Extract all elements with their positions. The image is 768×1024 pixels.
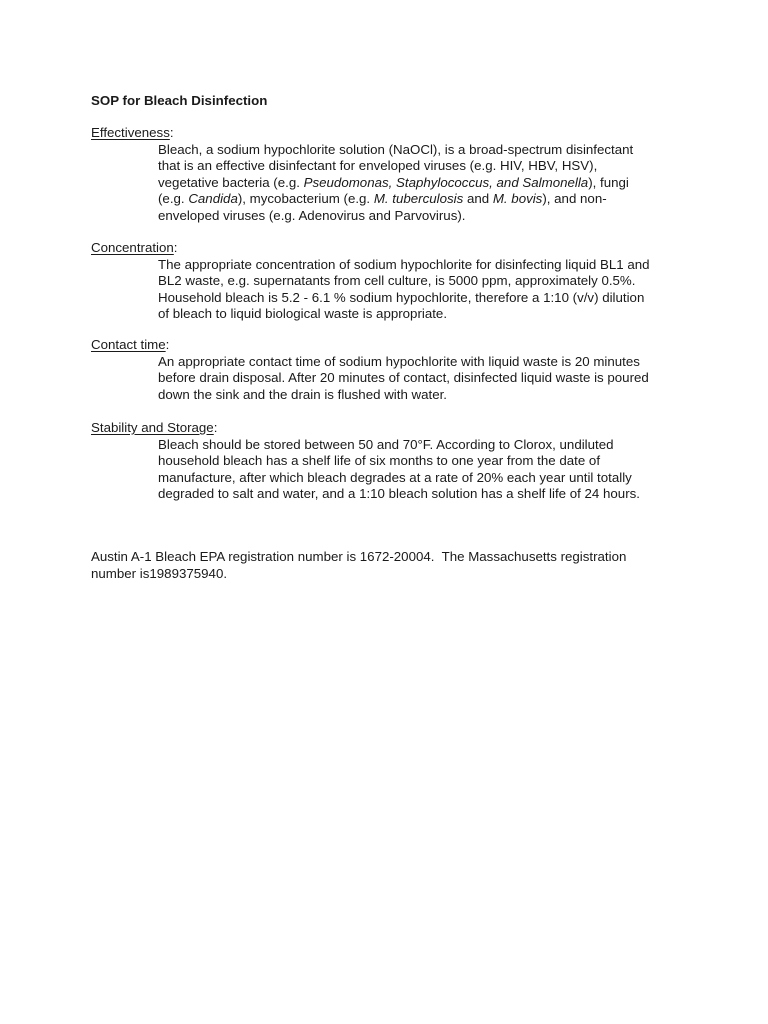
text-run: and <box>463 191 493 207</box>
body-line: BL2 waste, e.g. supernatants from cell culture, is 5000 ppm, approximately 0.5%. <box>158 273 636 289</box>
italic-run: M. bovis <box>492 191 543 207</box>
section-contact-time <box>91 337 691 403</box>
italic-run: M. tuberculosis <box>373 191 464 207</box>
section-body <box>158 354 691 404</box>
registration-line: number is1989375940. <box>91 565 228 581</box>
section-body <box>158 257 691 323</box>
section-body <box>158 142 691 225</box>
heading-colon: : <box>165 337 170 352</box>
heading-text: Stability and Storage <box>91 420 214 435</box>
section-body <box>158 437 691 503</box>
heading-colon: : <box>169 125 174 140</box>
heading-text: Effectiveness <box>91 125 170 140</box>
heading-colon: : <box>173 240 178 255</box>
body-line: manufacture, after which bleach degrades at a rate of 20% each year until totally <box>158 469 632 485</box>
body-line: Household bleach is 5.2 - 6.1 % sodium hypochlorite, therefore a 1:10 (v/v) dilution <box>158 289 645 305</box>
section-heading <box>91 240 691 257</box>
body-line: An appropriate contact time of sodium hypochlorite with liquid waste is 20 minutes <box>158 353 640 369</box>
italic-run: Candida <box>188 191 238 207</box>
text-run: ), fungi <box>588 174 629 190</box>
body-line: household bleach has a shelf life of six months to one year from the date of <box>158 453 601 469</box>
section-effectiveness <box>91 125 691 225</box>
section-stability-storage <box>91 420 691 503</box>
text-run: (e.g. <box>158 191 189 207</box>
body-line: before drain disposal. After 20 minutes of contact, disinfected liquid waste is poured <box>158 370 649 386</box>
body-line: of bleach to liquid biological waste is appropriate. <box>158 306 448 322</box>
registration-note <box>91 549 691 582</box>
section-concentration <box>91 240 691 323</box>
section-heading <box>91 337 691 354</box>
body-line <box>158 191 691 208</box>
body-line: enveloped viruses (e.g. Adenovirus and Parvovirus). <box>158 207 466 223</box>
italic-run: Pseudomonas, Staphylococcus, and Salmonella <box>303 174 589 190</box>
text-run: vegetative bacteria (e.g. <box>158 174 304 190</box>
heading-text: Concentration <box>91 240 174 255</box>
body-line: Bleach should be stored between 50 and 70°F. According to Clorox, undiluted <box>158 436 614 452</box>
text-run: ), and non- <box>542 191 607 207</box>
heading-text: Contact time <box>91 337 166 352</box>
heading-colon: : <box>213 420 218 435</box>
body-line: degraded to salt and water, and a 1:10 bleach solution has a shelf life of 24 hours. <box>158 486 640 502</box>
body-line: Bleach, a sodium hypochlorite solution (NaOCl), is a broad-spectrum disinfectant <box>158 141 634 157</box>
document-title: SOP for Bleach Disinfection <box>91 93 268 108</box>
section-heading <box>91 420 691 437</box>
text-run: ), mycobacterium (e.g. <box>237 191 374 207</box>
body-line: The appropriate concentration of sodium hypochlorite for disinfecting liquid BL1 and <box>158 256 650 272</box>
body-line <box>158 175 691 192</box>
body-line: that is an effective disinfectant for enveloped viruses (e.g. HIV, HBV, HSV), <box>158 158 598 174</box>
registration-line: Austin A-1 Bleach EPA registration number is 1672-20004. The Massachusetts registration <box>91 549 627 564</box>
section-heading <box>91 125 691 142</box>
body-line: down the sink and the drain is flushed with water. <box>158 386 448 402</box>
